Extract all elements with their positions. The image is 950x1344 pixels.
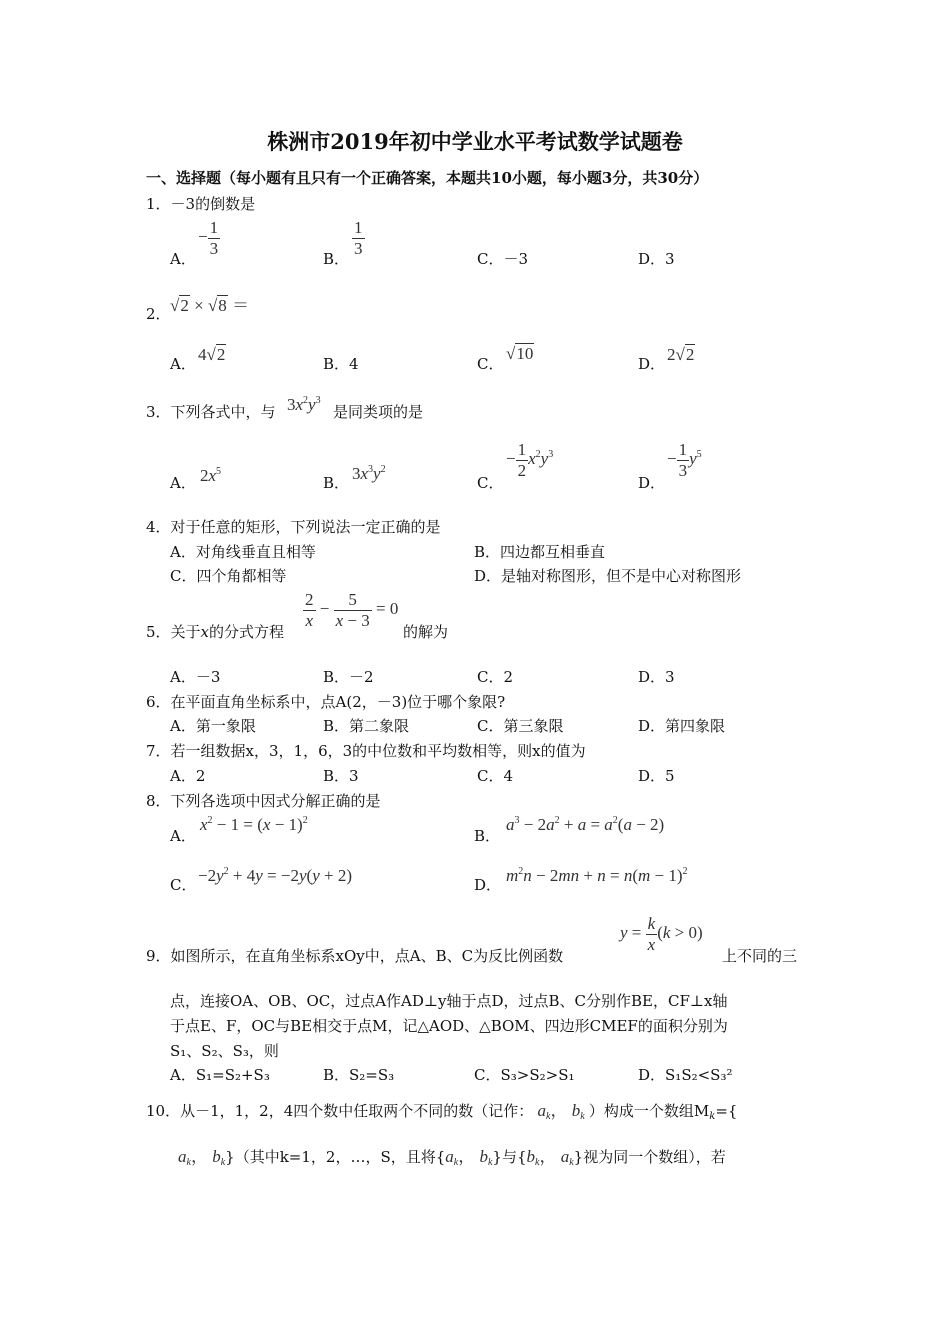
q2-option-d-math: 2√2 [667,345,695,364]
q5-equation: $\frac{2}{x}$ − $\frac{5}{x - 3}$ = 0 [305,590,399,630]
q3-option-c-label: C． [477,474,504,492]
question-3-stem-pre: 3．下列各式中，与 [146,403,276,421]
q1-option-d: D．3 [638,250,675,268]
q4-option-a: A．对角线垂直且相等 [170,543,316,561]
q2-option-a-label: A． [170,355,196,373]
q9-option-a: A．S₁=S₂+S₃ [170,1066,270,1084]
question-5-stem: 5．关于x的分式方程 [146,623,285,641]
q1-option-c: C．－3 [477,250,529,268]
q8-option-b-math: $a^3 - 2a^2 + a = a^2(a - 2)$ [506,815,665,834]
q2-option-d-label: D． [638,355,666,373]
q6-option-d: D．第四象限 [638,717,726,735]
q6-option-a: A．第一象限 [170,717,256,735]
question-8-stem: 8．下列各选项中因式分解正确的是 [146,792,381,810]
q2-option-b: B．4 [323,355,359,373]
question-2-number: 2． [146,305,171,323]
section-heading: 一、选择题（每小题有且只有一个正确答案，本题共10小题，每小题3分，共30分） [146,169,709,187]
q5-option-d: D．3 [638,668,675,686]
q2-option-a-math: 4√2 [198,345,226,364]
question-7-stem: 7．若一组数据x，3，1，6，3的中位数和平均数相等，则x的值为 [146,742,586,760]
q3-option-a-label: A． [170,474,196,492]
question-9-line-2: 点，连接OA、OB、OC，过点A作AD⊥y轴于点D，过点B、C分别作BE，CF⊥x轴 [170,992,728,1010]
q4-option-c: C．四个角都相等 [170,567,287,585]
q3-option-c-math: − $\frac{1}{2}$ $x^2y^3$ [506,440,554,480]
q3-term: $3x^2y^3$ [287,395,321,414]
q8-option-b-label: B． [474,827,501,845]
q9-option-d: D．S₁S₂<S₃² [638,1066,733,1084]
question-5-stem-post: 的解为 [403,623,449,641]
q1-option-b-math: $\frac{1}{3}$ [354,218,363,258]
q1-option-a-label: A． [170,250,196,268]
q9-option-b: B．S₂=S₃ [323,1066,395,1084]
q3-option-b-math: $3x^3y^2$ [352,464,386,483]
q3-option-a-math: $2x^5$ [200,466,222,485]
q7-option-a: A．2 [170,767,206,785]
question-6-stem: 6．在平面直角坐标系中，点A(2，－3)位于哪个象限? [146,693,506,711]
q7-option-d: D．5 [638,767,675,785]
q3-option-d-label: D． [638,474,666,492]
question-10-line-2: $a_k$， $b_k$}（其中k=1，2，…，S，且将{$a_k$， $b_k$}与{$b_k$， $a_k$}视为同一个数组），若 [178,1147,726,1168]
q8-option-a-label: A． [170,827,196,845]
q9-function: y = $\frac{k}{x}$ (k > 0) [620,914,703,954]
q1-option-b-label: B． [323,250,350,268]
q8-option-d-label: D． [474,876,502,894]
question-9-line-1: 9．如图所示，在直角坐标系xOy中，点A、B、C为反比例函数 [146,947,564,965]
question-1-stem: 1．－3的倒数是 [146,195,256,213]
question-9-line-4: S₁、S₂、S₃，则 [170,1042,279,1060]
q2-expression: √2 × √8 ＝ [170,296,250,315]
q3-option-d-math: − $\frac{1}{3}$ $y^5$ [667,440,702,480]
q7-option-c: C．4 [477,767,514,785]
q7-option-b: B．3 [323,767,359,785]
q5-option-c: C．2 [477,668,514,686]
question-10-line-1: 10．从－1，1，2，4四个数中任取两个不同的数（记作： $a_k$， $b_k$ ）构成一个数组$M_k=${ [146,1101,738,1122]
question-9-line-1-end: 上不同的三 [722,947,798,965]
q8-option-c-math: $-2y^2 + 4y = -2y(y + 2)$ [198,866,352,885]
q8-option-c-label: C． [170,876,197,894]
question-4-stem: 4．对于任意的矩形，下列说法一定正确的是 [146,518,441,536]
q2-option-c-label: C． [477,355,504,373]
q6-option-c: C．第三象限 [477,717,564,735]
page-title: 株洲市2019年初中学业水平考试数学试题卷 [267,129,683,154]
q9-option-c: C．S₃>S₂>S₁ [474,1066,575,1084]
q2-option-c-math: √10 [506,344,534,363]
q8-option-d-math: $m^2n - 2mn + n = n(m - 1)^2$ [506,866,688,885]
q5-option-a: A．－3 [170,668,221,686]
q1-option-a-math: − $\frac{1}{3}$ [198,218,219,258]
q3-option-b-label: B． [323,474,350,492]
q6-option-b: B．第二象限 [323,717,410,735]
question-3-stem-post: 是同类项的是 [333,403,424,421]
q5-option-b: B．－2 [323,668,374,686]
q4-option-b: B．四边都互相垂直 [474,543,606,561]
question-9-line-3: 于点E、F，OC与BE相交于点M，记△AOD、△BOM、四边形CMEF的面积分别为 [170,1017,728,1035]
q8-option-a-math: $x^2 - 1 = (x - 1)^2$ [200,815,308,834]
q4-option-d: D．是轴对称图形，但不是中心对称图形 [474,567,742,585]
